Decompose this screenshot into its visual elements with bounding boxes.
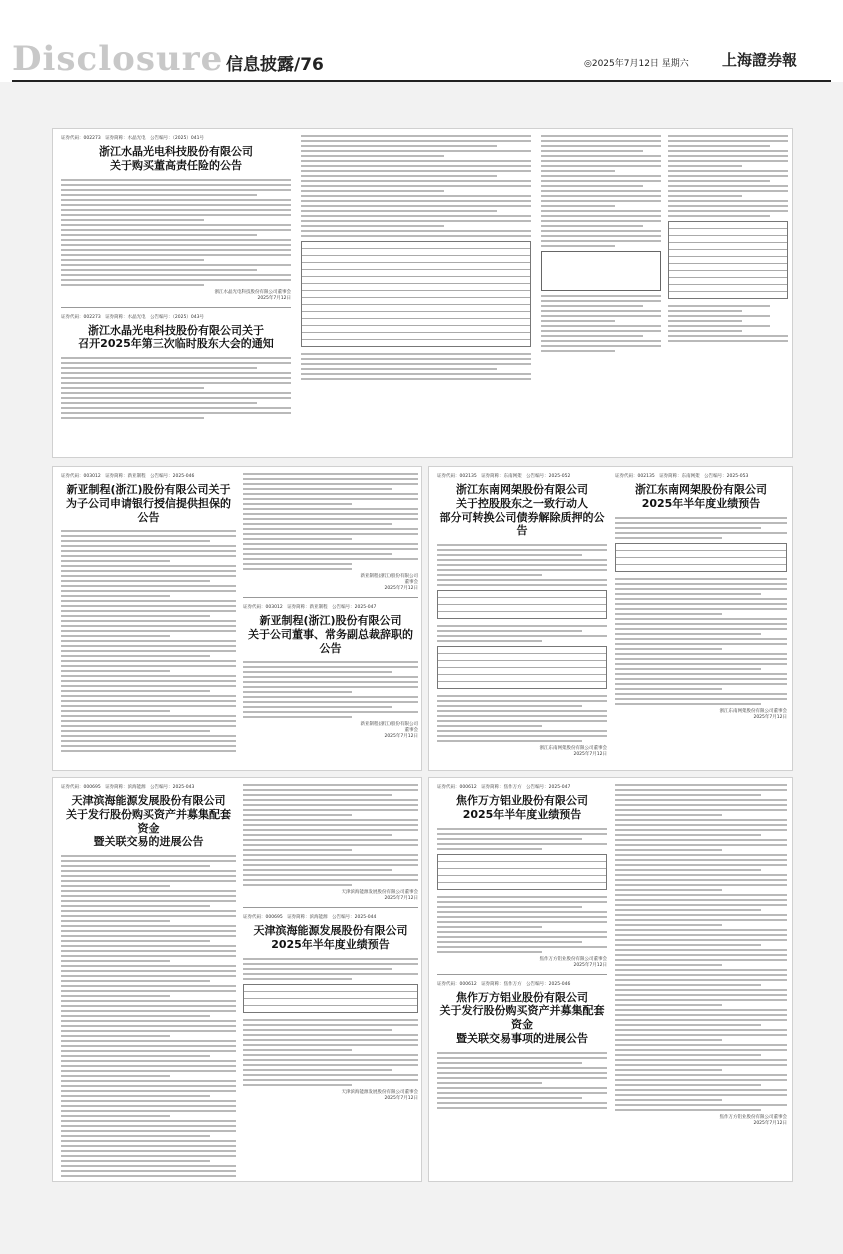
column — [61, 784, 236, 1179]
column — [243, 473, 418, 768]
notice-body — [437, 1052, 607, 1109]
notice-signature: 天津滨海能源发展股份有限公司董事会 2025年7月12日 — [341, 890, 418, 901]
column — [61, 473, 236, 768]
notice-signature: 浙江水晶光电科技股份有限公司董事会 2025年7月12日 — [214, 289, 291, 301]
notice-panel-jiaozuo — [428, 777, 793, 1182]
masthead-brand: Disclosure — [12, 39, 224, 79]
notice-body — [437, 625, 607, 642]
notice-code: 证券代码：002135 证券简称：东南网架 公告编号：2025-053 — [615, 474, 749, 479]
shareholding-table — [437, 646, 607, 689]
notice-body — [437, 695, 607, 742]
proxy-table — [668, 221, 788, 299]
notice-signature: 焦作万方铝业股份有限公司董事会 2025年7月12日 — [719, 1115, 787, 1126]
notice-panel-xinya — [52, 466, 422, 771]
notice-body — [301, 353, 531, 380]
column — [437, 473, 607, 768]
forecast-table — [615, 543, 787, 572]
notice-body — [243, 1019, 418, 1086]
newspaper-logo: 上海證券報 — [722, 51, 798, 69]
notice-code: 证券代码：002135 证券简称：东南网架 公告编号：2025-052 — [437, 474, 571, 479]
notice-code: 证券代码：000695 证券简称：滨海能源 公告编号：2025-044 — [243, 915, 377, 920]
notice-body — [668, 305, 788, 342]
notice-code: 证券代码：003012 证券简称：新亚制程 公告编号：2025-046 — [61, 474, 195, 479]
section-title: 信息披露/76 — [226, 55, 324, 75]
notice-panel-shuijing — [52, 128, 793, 458]
notice-title: 天津滨海能源发展股份有限公司 2025年半年度业绩预告 — [253, 924, 408, 951]
masthead — [0, 0, 843, 82]
notice-body — [541, 135, 661, 247]
notice-title: 浙江东南网架股份有限公司 2025年半年度业绩预告 — [635, 483, 767, 510]
column — [615, 784, 787, 1179]
notice-title: 新亚制程(浙江)股份有限公司 关于公司董事、常务副总裁辞职的公告 — [248, 614, 413, 655]
column — [61, 135, 291, 453]
proposal-table — [301, 241, 531, 347]
column — [301, 135, 531, 453]
notice-title: 新亚制程(浙江)股份有限公司关于 为子公司申请银行授信提供担保的公告 — [66, 483, 231, 524]
notice-signature: 新亚制程(浙江)股份有限公司 董事会 2025年7月12日 — [360, 574, 418, 591]
notice-signature: 天津滨海能源发展股份有限公司董事会 2025年7月12日 — [341, 1089, 418, 1101]
notice-code: 证券代码：000695 证券简称：滨海能源 公告编号：2025-043 — [61, 785, 195, 790]
notice-body — [437, 828, 607, 850]
divider — [437, 974, 607, 975]
notice-code: 证券代码：000612 证券简称：焦作万方 公告编号：2025-046 — [437, 981, 571, 987]
notice-body — [61, 530, 236, 752]
notice-body — [541, 295, 661, 352]
notice-body — [243, 473, 418, 570]
notice-body — [437, 896, 607, 953]
masthead-rule — [12, 80, 831, 82]
notice-body — [615, 517, 787, 539]
notice-body — [615, 578, 787, 705]
notice-signature: 焦作万方铝业股份有限公司董事会 2025年7月12日 — [539, 956, 607, 968]
divider — [243, 907, 418, 908]
notice-body — [668, 135, 788, 217]
notice-title: 浙江水晶光电科技股份有限公司 关于购买董高责任险的公告 — [99, 145, 253, 172]
column — [615, 473, 787, 768]
notice-body — [437, 544, 607, 586]
notice-code: 证券代码：003012 证券简称：新亚制程 公告编号：2025-047 — [243, 605, 377, 610]
notice-code: 证券代码：000612 证券简称：焦作万方 公告编号：2025-047 — [437, 785, 571, 790]
issue-date: ◎2025年7月12日 星期六 — [584, 59, 689, 69]
forecast-table — [437, 854, 607, 890]
column — [437, 784, 607, 1179]
notice-title: 焦作万方铝业股份有限公司 关于发行股份购买资产并募集配套资金 暨关联交易事项的进展公告 — [439, 990, 605, 1045]
notice-body — [615, 784, 787, 1111]
notice-body — [243, 784, 418, 886]
notice-body — [61, 179, 291, 286]
notice-signature: 浙江东南网架股份有限公司董事会 2025年7月12日 — [719, 708, 787, 720]
notice-body — [243, 958, 418, 980]
forecast-table — [243, 984, 418, 1013]
notice-code: 证券代码：002273 证券简称：水晶光电 公告编号：（2025）041号 — [61, 136, 204, 141]
notice-title: 浙江水晶光电科技股份有限公司关于 召开2025年第三次临时股东大会的通知 — [78, 323, 274, 351]
voting-box — [541, 251, 661, 291]
notice-signature: 新亚制程(浙江)股份有限公司 董事会 2025年7月12日 — [360, 722, 418, 740]
divider — [243, 597, 418, 598]
notice-signature: 浙江东南网架股份有限公司董事会 2025年7月12日 — [539, 746, 607, 757]
notice-panel-dongnan — [428, 466, 793, 771]
notice-body — [243, 661, 418, 718]
notice-title: 浙江东南网架股份有限公司 关于控股股东之一致行动人 部分可转换公司债券解除质押的公告 — [439, 483, 605, 538]
notice-title: 焦作万方铝业股份有限公司 2025年半年度业绩预告 — [456, 794, 588, 821]
notice-code: 证券代码：002273 证券简称：水晶光电 公告编号：（2025）043号 — [61, 314, 204, 320]
column — [668, 135, 788, 453]
column — [541, 135, 661, 453]
pledge-table — [437, 590, 607, 619]
notice-body — [61, 357, 291, 419]
notice-title: 天津滨海能源发展股份有限公司 关于发行股份购买资产并募集配套资金 暨关联交易的进展公告 — [66, 794, 231, 849]
notice-body — [301, 135, 531, 237]
notice-body — [61, 855, 236, 1179]
divider — [61, 307, 291, 308]
notice-panel-binhai — [52, 777, 422, 1182]
column — [243, 784, 418, 1179]
